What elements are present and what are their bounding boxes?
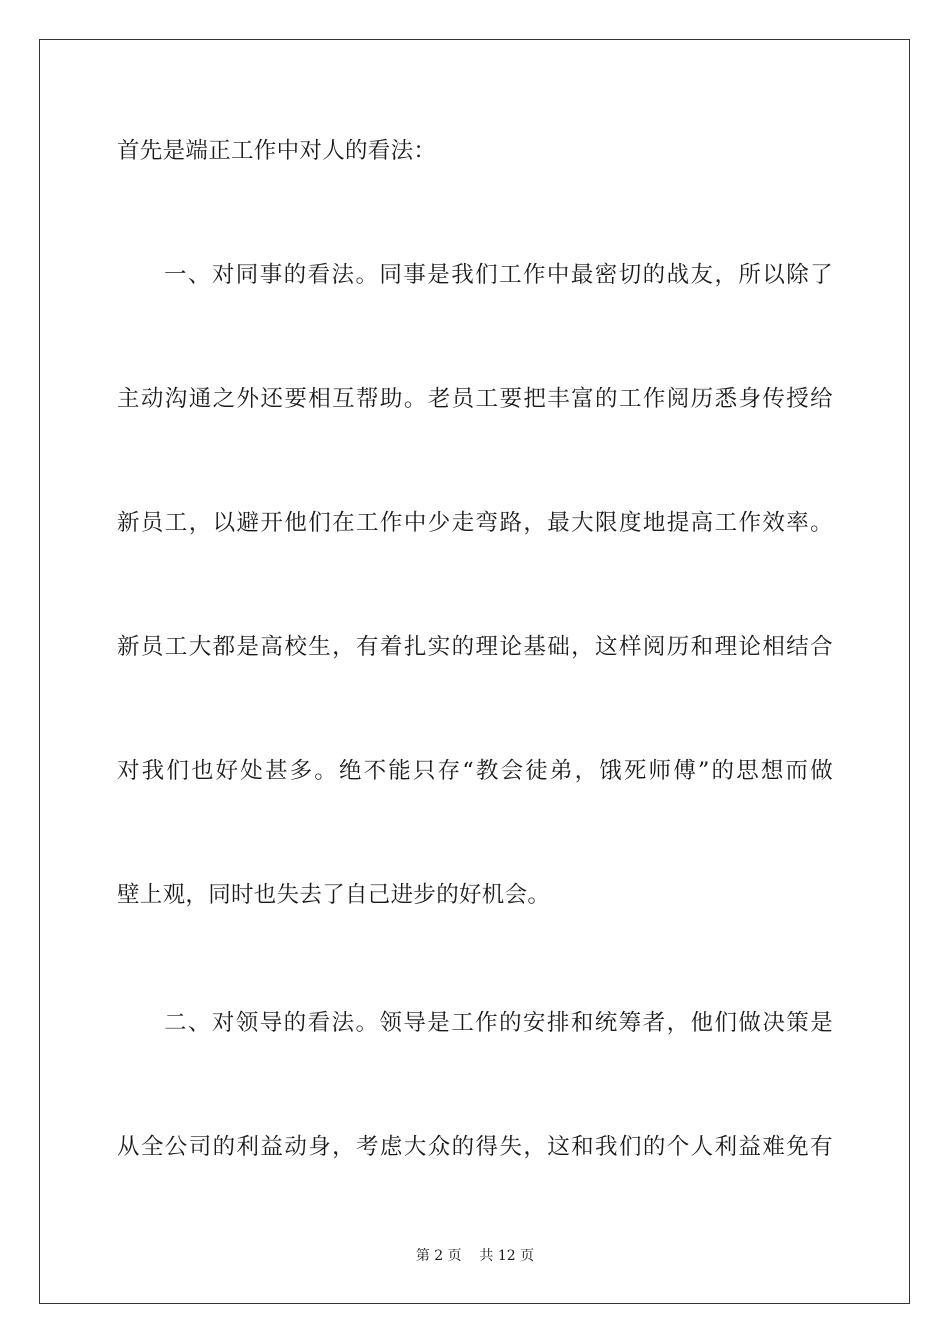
paragraph-line-2: 一、对同事的看法。同事是我们工作中最密切的战友，所以除了 <box>164 262 833 288</box>
page-frame <box>39 39 910 1304</box>
paragraph-line-9: 从全公司的利益动身，考虑大众的得失，这和我们的个人利益难免有 <box>117 1134 833 1160</box>
paragraph-line-7: 壁上观，同时也失去了自己进步的好机会。 <box>117 882 551 908</box>
paragraph-line-4: 新员工，以避开他们在工作中少走弯路，最大限度地提高工作效率。 <box>117 510 833 536</box>
paragraph-line-6: 对我们也好处甚多。绝不能只存“教会徒弟，饿死师傅”的思想而做 <box>117 758 833 784</box>
paragraph-line-1: 首先是端正工作中对人的看法： <box>117 138 437 164</box>
page-number-footer: 第 2 页 共 12 页 <box>415 1248 535 1264</box>
paragraph-line-3: 主动沟通之外还要相互帮助。老员工要把丰富的工作阅历悉身传授给 <box>117 386 833 412</box>
paragraph-line-8: 二、对领导的看法。领导是工作的安排和统筹者，他们做决策是 <box>164 1010 833 1036</box>
paragraph-line-5: 新员工大都是高校生，有着扎实的理论基础，这样阅历和理论相结合 <box>117 634 833 660</box>
